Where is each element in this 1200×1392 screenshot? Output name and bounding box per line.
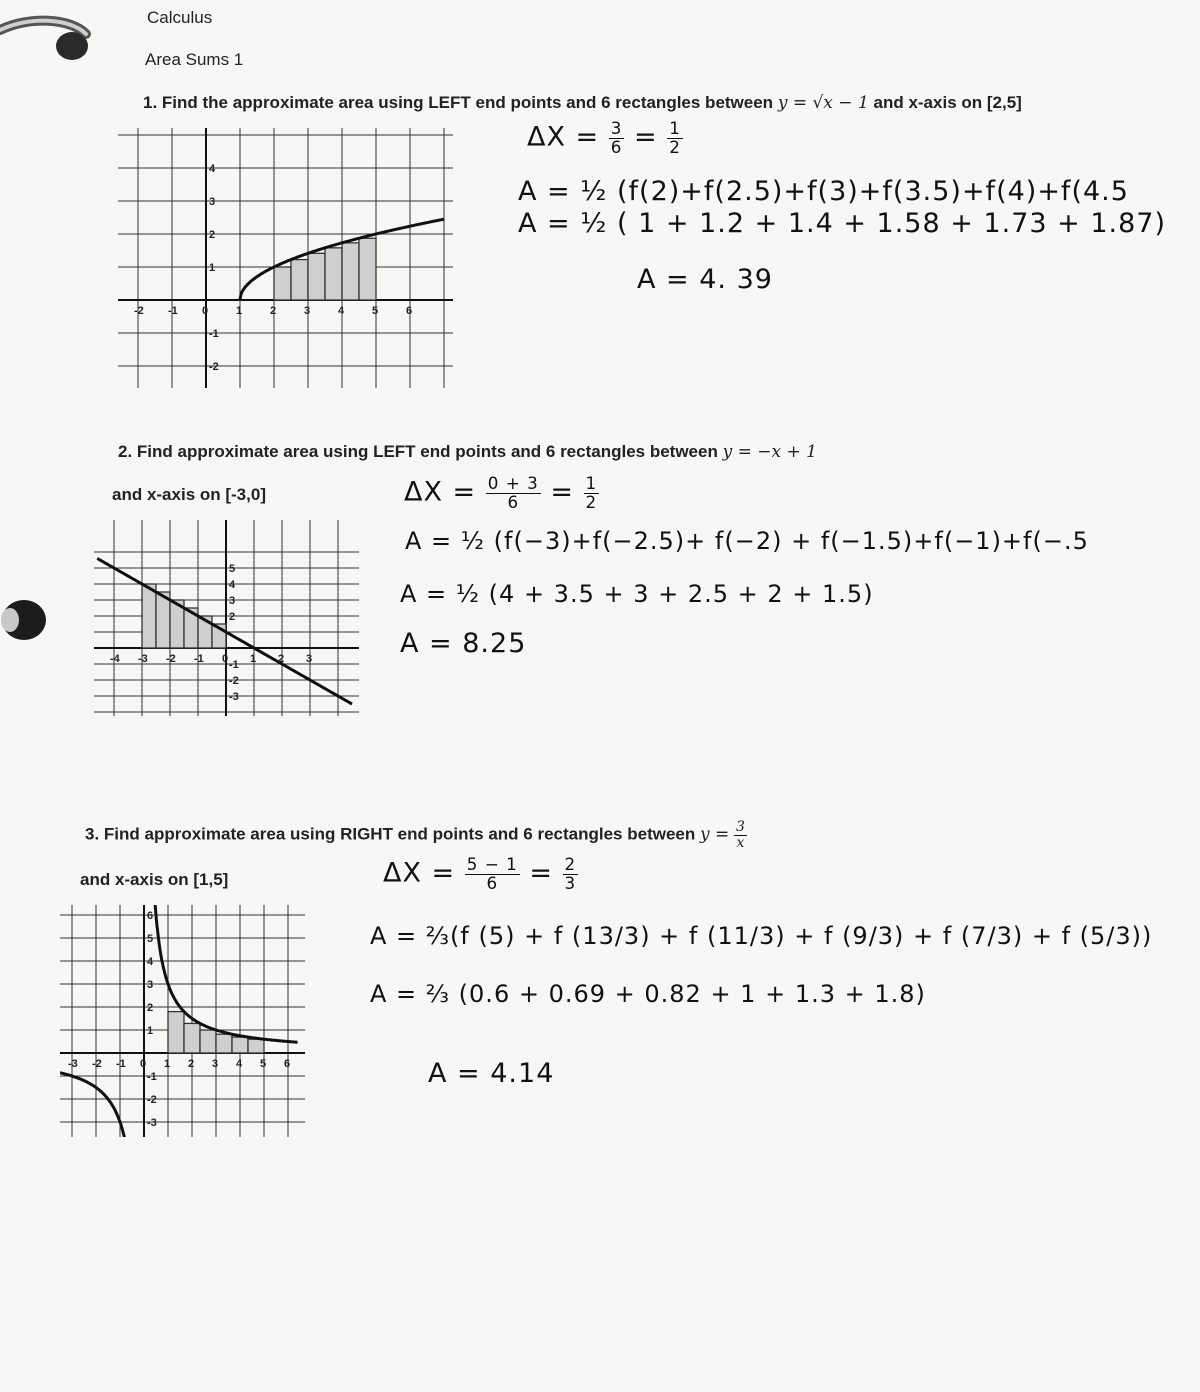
riemann-rectangle [274, 267, 291, 300]
x-tick-label: 6 [406, 305, 413, 317]
x-tick-label: 0 [222, 653, 229, 665]
problem-1-answer: A = 4. 39 [637, 264, 773, 295]
problem-1-text: 1. Find the approximate area using LEFT end points and 6 rectangles between [143, 93, 774, 112]
problem-3-dx-label: ΔX = [383, 857, 456, 889]
x-tick-label: 0 [140, 1058, 147, 1070]
problem-1-dx: ΔX = $\frac{3}{6}$ = $\frac{1}{2}$ [527, 118, 681, 157]
problem-1-dx-fraction: $\frac{3}{6}$ [610, 118, 623, 157]
x-tick-label: 2 [270, 305, 277, 317]
x-tick-label: -3 [138, 653, 148, 665]
problem-3-function-fraction: $\frac{3}{x}$ [735, 819, 745, 851]
problem-3-sum-values: A = ⅔ (0.6 + 0.69 + 0.82 + 1 + 1.3 + 1.8) [370, 980, 926, 1008]
y-tick-label: 1 [209, 262, 216, 274]
x-tick-label: -2 [134, 305, 144, 317]
problem-2-dx: ΔX = $\frac{0 + 3}{6}$ = $\frac{1}{2}$ [404, 473, 598, 512]
riemann-rectangle [216, 1034, 232, 1053]
problem-3-prompt [85, 820, 747, 850]
y-tick-label: 4 [229, 579, 236, 591]
x-tick-label: -4 [110, 653, 120, 665]
problem-3-interval: and x-axis on [1,5] [80, 870, 229, 889]
x-tick-label: 1 [236, 305, 243, 317]
function-curve [97, 558, 352, 704]
problem-3-answer: A = 4.14 [428, 1058, 555, 1089]
x-tick-label: 2 [278, 653, 285, 665]
problem-1-prompt [143, 93, 1022, 113]
problem-2-graph [94, 520, 359, 716]
y-tick-label: -3 [147, 1117, 157, 1129]
y-tick-label: -1 [229, 659, 239, 671]
riemann-rectangle [308, 253, 325, 300]
binder-ring-top [0, 8, 95, 63]
problem-1-sum-values: A = ½ ( 1 + 1.2 + 1.4 + 1.58 + 1.73 + 1.87) [518, 208, 1167, 239]
problem-2-prompt [118, 442, 817, 462]
problem-3-text: 3. Find approximate area using RIGHT end points and 6 rectangles between [85, 824, 696, 844]
riemann-rectangle [359, 238, 376, 300]
problem-2-interval: and x-axis on [-3,0] [112, 485, 266, 504]
problem-3-dx: ΔX = $\frac{5 - 1}{6}$ = $\frac{2}{3}$ [383, 854, 577, 893]
x-tick-label: 5 [372, 305, 379, 317]
riemann-rectangle [248, 1039, 264, 1053]
problem-1-function: y = √x − 1 [777, 93, 869, 113]
x-tick-label: 1 [250, 653, 257, 665]
y-tick-label: 2 [147, 1002, 154, 1014]
problem-3-function: y = [699, 824, 730, 845]
problem-1-dx-result: $\frac{1}{2}$ [669, 118, 681, 157]
x-tick-label: 6 [284, 1058, 291, 1070]
function-curve [60, 1073, 133, 1137]
worksheet-title: Area Sums 1 [145, 50, 244, 69]
riemann-rectangle [232, 1037, 248, 1053]
problem-1-interval: and x-axis on [2,5] [873, 93, 1022, 112]
y-tick-label: 3 [147, 979, 154, 991]
y-tick-label: 4 [209, 163, 216, 175]
y-tick-label: 6 [147, 910, 154, 922]
problem-1-graph [118, 128, 453, 388]
problem-3-sum-expression: A = ⅔(f (5) + f (13/3) + f (11/3) + f (9/3) + f (7/3) + f (5/3)) [370, 922, 1153, 950]
y-tick-label: -2 [147, 1094, 157, 1106]
riemann-rectangle [325, 248, 342, 300]
x-tick-label: -2 [92, 1058, 102, 1070]
problem-3-dx-fraction: $\frac{5 - 1}{6}$ [466, 854, 518, 893]
y-tick-label: -3 [229, 691, 239, 703]
x-tick-label: 4 [338, 305, 345, 317]
problem-2-dx-fraction: $\frac{0 + 3}{6}$ [487, 473, 539, 512]
x-tick-label: -2 [166, 653, 176, 665]
y-tick-label: 2 [209, 229, 216, 241]
y-tick-label: 3 [209, 196, 216, 208]
x-tick-label: -1 [116, 1058, 126, 1070]
course-title: Calculus [147, 8, 213, 27]
problem-2-dx-label: ΔX = [404, 476, 477, 508]
x-tick-label: 3 [304, 305, 311, 317]
x-tick-label: 2 [188, 1058, 195, 1070]
problem-3-dx-result: $\frac{2}{3}$ [564, 854, 577, 893]
riemann-rectangle [291, 260, 308, 300]
problem-2-sum-values: A = ½ (4 + 3.5 + 3 + 2.5 + 2 + 1.5) [400, 580, 874, 608]
riemann-rectangle [184, 1023, 200, 1053]
y-tick-label: 5 [147, 933, 154, 945]
problem-2-answer: A = 8.25 [400, 628, 527, 659]
y-tick-label: -1 [209, 328, 219, 340]
y-tick-label: 5 [229, 563, 236, 575]
y-tick-label: 3 [229, 595, 236, 607]
riemann-rectangle [142, 584, 156, 648]
y-tick-label: -2 [209, 361, 219, 373]
y-tick-label: 2 [229, 611, 236, 623]
problem-2-text: 2. Find approximate area using LEFT end points and 6 rectangles between [118, 442, 718, 461]
problem-2-dx-result: $\frac{1}{2}$ [585, 473, 598, 512]
riemann-rectangle [200, 1030, 216, 1053]
riemann-rectangle [342, 243, 359, 300]
problem-2-sum-expression: A = ½ (f(−3)+f(−2.5)+ f(−2) + f(−1.5)+f(−1)+f(−.5 [405, 527, 1089, 555]
binder-hole-middle [0, 595, 55, 645]
y-tick-label: -1 [147, 1071, 157, 1083]
x-tick-label: -1 [168, 305, 178, 317]
x-tick-label: 4 [236, 1058, 243, 1070]
problem-1-dx-label: ΔX = [527, 121, 600, 153]
x-tick-label: 3 [212, 1058, 219, 1070]
y-tick-label: 4 [147, 956, 154, 968]
x-tick-label: -3 [68, 1058, 78, 1070]
y-tick-label: 1 [147, 1025, 154, 1037]
x-tick-label: 0 [202, 305, 209, 317]
riemann-rectangle [168, 1012, 184, 1053]
x-tick-label: -1 [194, 653, 204, 665]
x-tick-label: 1 [164, 1058, 171, 1070]
problem-1-sum-expression: A = ½ (f(2)+f(2.5)+f(3)+f(3.5)+f(4)+f(4.5 [518, 176, 1129, 207]
x-tick-label: 5 [260, 1058, 267, 1070]
problem-2-function: y = −x + 1 [722, 442, 817, 462]
x-tick-label: 3 [306, 653, 313, 665]
problem-3-graph [60, 905, 305, 1137]
y-tick-label: -2 [229, 675, 239, 687]
